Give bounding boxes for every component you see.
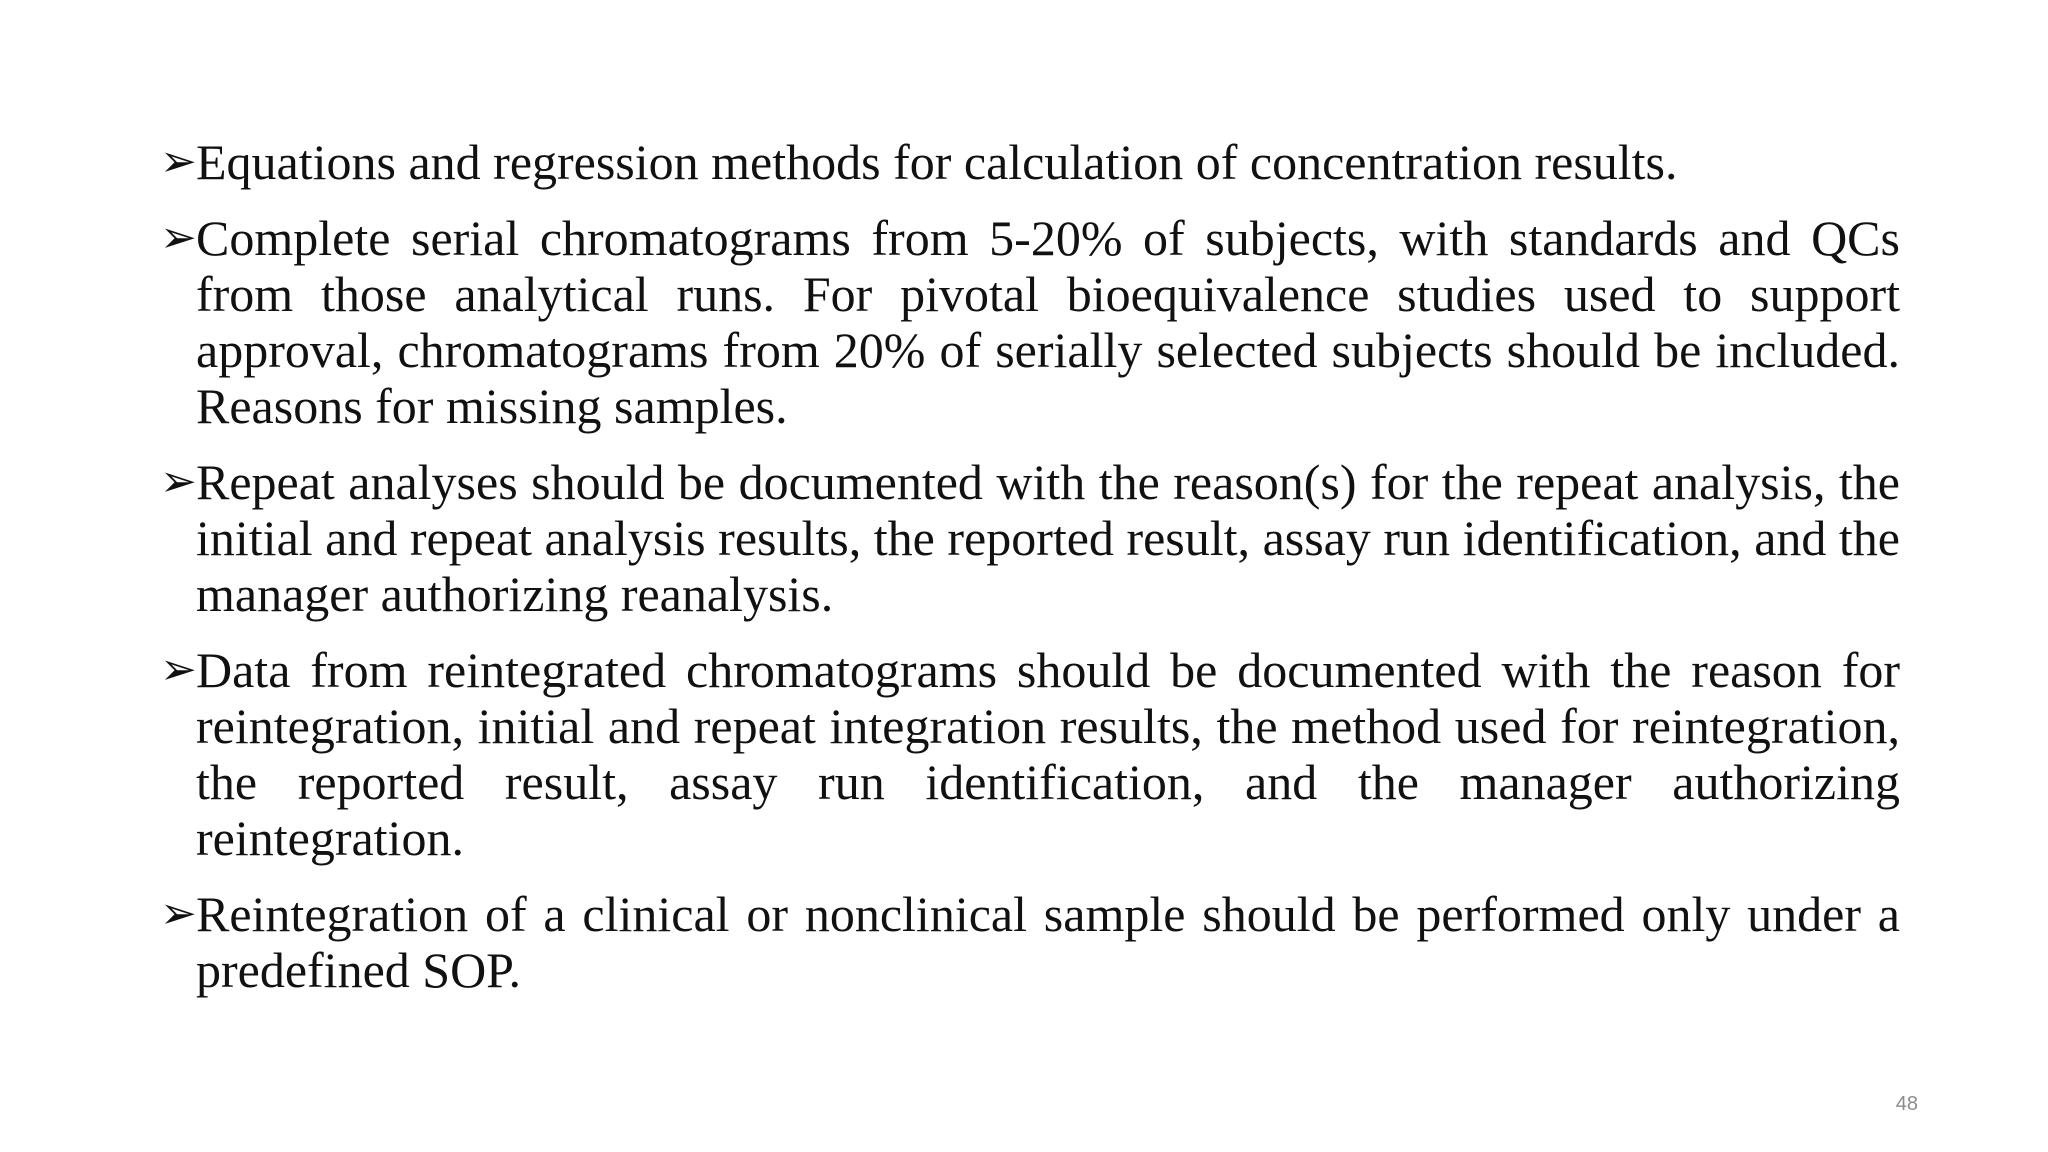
arrowhead-bullet-icon: ➢ (160, 213, 197, 262)
bullet-text: Repeat analyses should be documented with the reason(s) for the repeat analysis, the initial and repeat analysis results, the reported result, assay run identification, and the manager authorizing reanalysis. (196, 454, 1900, 622)
page-number: 48 (1895, 1093, 1918, 1115)
arrowhead-bullet-icon: ➢ (160, 137, 197, 186)
bullet-text: Data from reintegrated chromatograms should be documented with the reason for reintegration, initial and repeat integration results, the method used for reintegration, the reported result, assay run identification, and the manager authorizing reintegration. (196, 642, 1900, 866)
arrowhead-bullet-icon: ➢ (160, 457, 197, 506)
arrowhead-bullet-icon: ➢ (160, 645, 197, 694)
bullet-text: Equations and regression methods for calculation of concentration results. (196, 134, 1678, 190)
bullet-text: Complete serial chromatograms from 5-20% of subjects, with standards and QCs from those analytical runs. For pivotal bioequivalence studies used to support approval, chromatograms from 20% of serially selected subjects should be included. Reasons for missing samples. (196, 210, 1900, 434)
bullet-text: Reintegration of a clinical or nonclinical sample should be performed only under a predefined SOP. (196, 886, 1900, 998)
arrowhead-bullet-icon: ➢ (160, 889, 197, 938)
bullet-item-equations (160, 134, 1900, 190)
bullet-item-repeat-analyses (160, 454, 1900, 622)
bullet-item-chromatograms (160, 210, 1900, 434)
bullet-item-reintegrated-data (160, 642, 1900, 866)
bullet-item-reintegration-sop (160, 886, 1900, 998)
bullet-list (160, 134, 1900, 998)
